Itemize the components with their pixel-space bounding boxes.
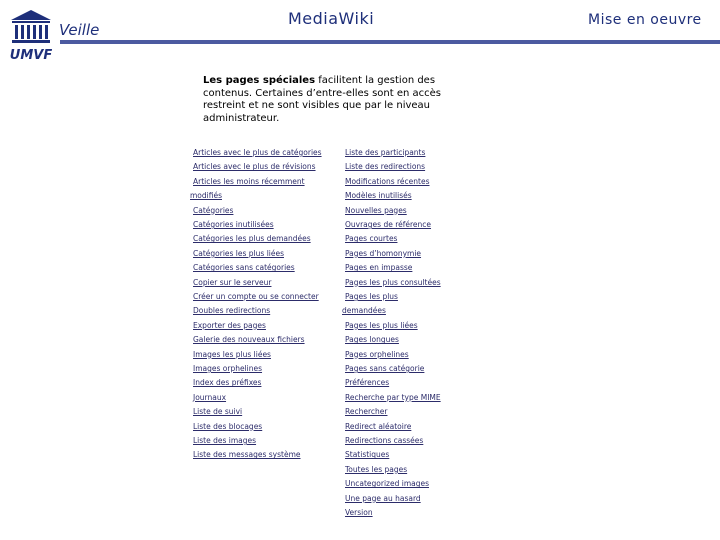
intro-strong: Les pages spéciales bbox=[203, 75, 316, 86]
special-page-link[interactable]: Statistiques bbox=[345, 450, 390, 460]
special-page-link[interactable]: Images orphelines bbox=[193, 364, 263, 373]
special-page-link[interactable]: Pages en impasse bbox=[345, 263, 413, 273]
special-page-link[interactable]: Liste des participants bbox=[345, 148, 426, 157]
special-page-link[interactable]: Copier sur le serveur bbox=[193, 277, 272, 287]
special-page-link[interactable]: Liste des messages système bbox=[193, 450, 301, 460]
special-page-link[interactable]: Redirections cassées bbox=[345, 436, 424, 445]
special-page-link[interactable]: Catégories bbox=[193, 205, 234, 215]
page-title: MediaWiki bbox=[288, 9, 375, 28]
header-divider bbox=[60, 40, 720, 44]
special-page-link[interactable]: Articles avec le plus de révisions bbox=[193, 162, 316, 172]
special-page-link[interactable]: Exporter des pages bbox=[193, 320, 266, 330]
special-page-link[interactable]: Articles avec le plus de catégories bbox=[193, 148, 322, 157]
special-page-link[interactable]: Articles les moins récemment bbox=[193, 176, 305, 186]
special-page-link[interactable]: Pages les plus bbox=[345, 292, 398, 301]
special-page-link[interactable]: Recherche par type MIME bbox=[345, 392, 441, 402]
intro-text bbox=[203, 75, 448, 125]
special-page-link[interactable]: demandées bbox=[342, 306, 386, 316]
special-page-link[interactable]: Images les plus liées bbox=[193, 349, 271, 359]
special-page-link[interactable]: Nouvelles pages bbox=[345, 205, 407, 215]
special-page-link[interactable]: Uncategorized images bbox=[345, 479, 429, 489]
intro-rest: facilitent la gestion des contenus. Certaines d’entre-elles sont en accès restreint et ne sont visibles que par le niveau administrateur. bbox=[203, 75, 441, 124]
special-page-link[interactable]: Journaux bbox=[193, 392, 227, 402]
special-page-link[interactable]: Modèles inutilisés bbox=[345, 191, 412, 201]
special-page-link[interactable]: Index des préfixes bbox=[193, 378, 262, 388]
special-page-link[interactable]: Pages d’homonymie bbox=[345, 248, 422, 258]
special-page-link[interactable]: Pages courtes bbox=[345, 234, 398, 244]
special-page-link[interactable]: Catégories inutilisées bbox=[193, 220, 274, 229]
special-page-link[interactable]: Liste des blocages bbox=[193, 421, 263, 431]
umvf-logo bbox=[8, 6, 54, 62]
special-page-link[interactable]: Liste de suivi bbox=[193, 407, 243, 417]
special-page-link[interactable]: Pages longues bbox=[345, 335, 399, 345]
special-page-link[interactable]: Pages les plus consultées bbox=[345, 277, 441, 287]
special-page-link[interactable]: Catégories les plus liées bbox=[193, 248, 284, 258]
special-page-link[interactable]: Toutes les pages bbox=[345, 464, 408, 474]
special-page-link[interactable]: Redirect aléatoire bbox=[345, 421, 412, 431]
special-page-link[interactable]: Pages orphelines bbox=[345, 349, 409, 359]
special-page-link[interactable]: Modifications récentes bbox=[345, 176, 430, 186]
logo-text: UMVF bbox=[9, 48, 53, 62]
section-title: Mise en oeuvre bbox=[588, 12, 702, 28]
special-page-link[interactable]: Catégories sans catégories bbox=[193, 263, 295, 273]
special-page-link[interactable]: Pages les plus liées bbox=[345, 320, 418, 330]
special-page-link[interactable]: Rechercher bbox=[345, 407, 388, 417]
special-page-link[interactable]: Galerie des nouveaux fichiers bbox=[193, 335, 305, 345]
special-page-link[interactable]: Ouvrages de référence bbox=[345, 220, 432, 229]
special-page-link[interactable]: Catégories les plus demandées bbox=[193, 234, 311, 244]
special-page-link[interactable]: Créer un compte ou se connecter bbox=[193, 292, 319, 301]
special-page-link[interactable]: Doubles redirections bbox=[193, 306, 271, 316]
special-page-link[interactable]: Préférences bbox=[345, 378, 390, 388]
special-page-link[interactable]: modifiés bbox=[190, 191, 222, 201]
special-page-link[interactable]: Liste des redirections bbox=[345, 162, 426, 172]
section-label: Veille bbox=[59, 21, 100, 39]
special-page-link[interactable]: Liste des images bbox=[193, 436, 257, 445]
special-page-link[interactable]: Version bbox=[345, 508, 373, 517]
special-page-link[interactable]: Une page au hasard bbox=[345, 493, 421, 503]
special-page-link[interactable]: Pages sans catégorie bbox=[345, 364, 425, 373]
